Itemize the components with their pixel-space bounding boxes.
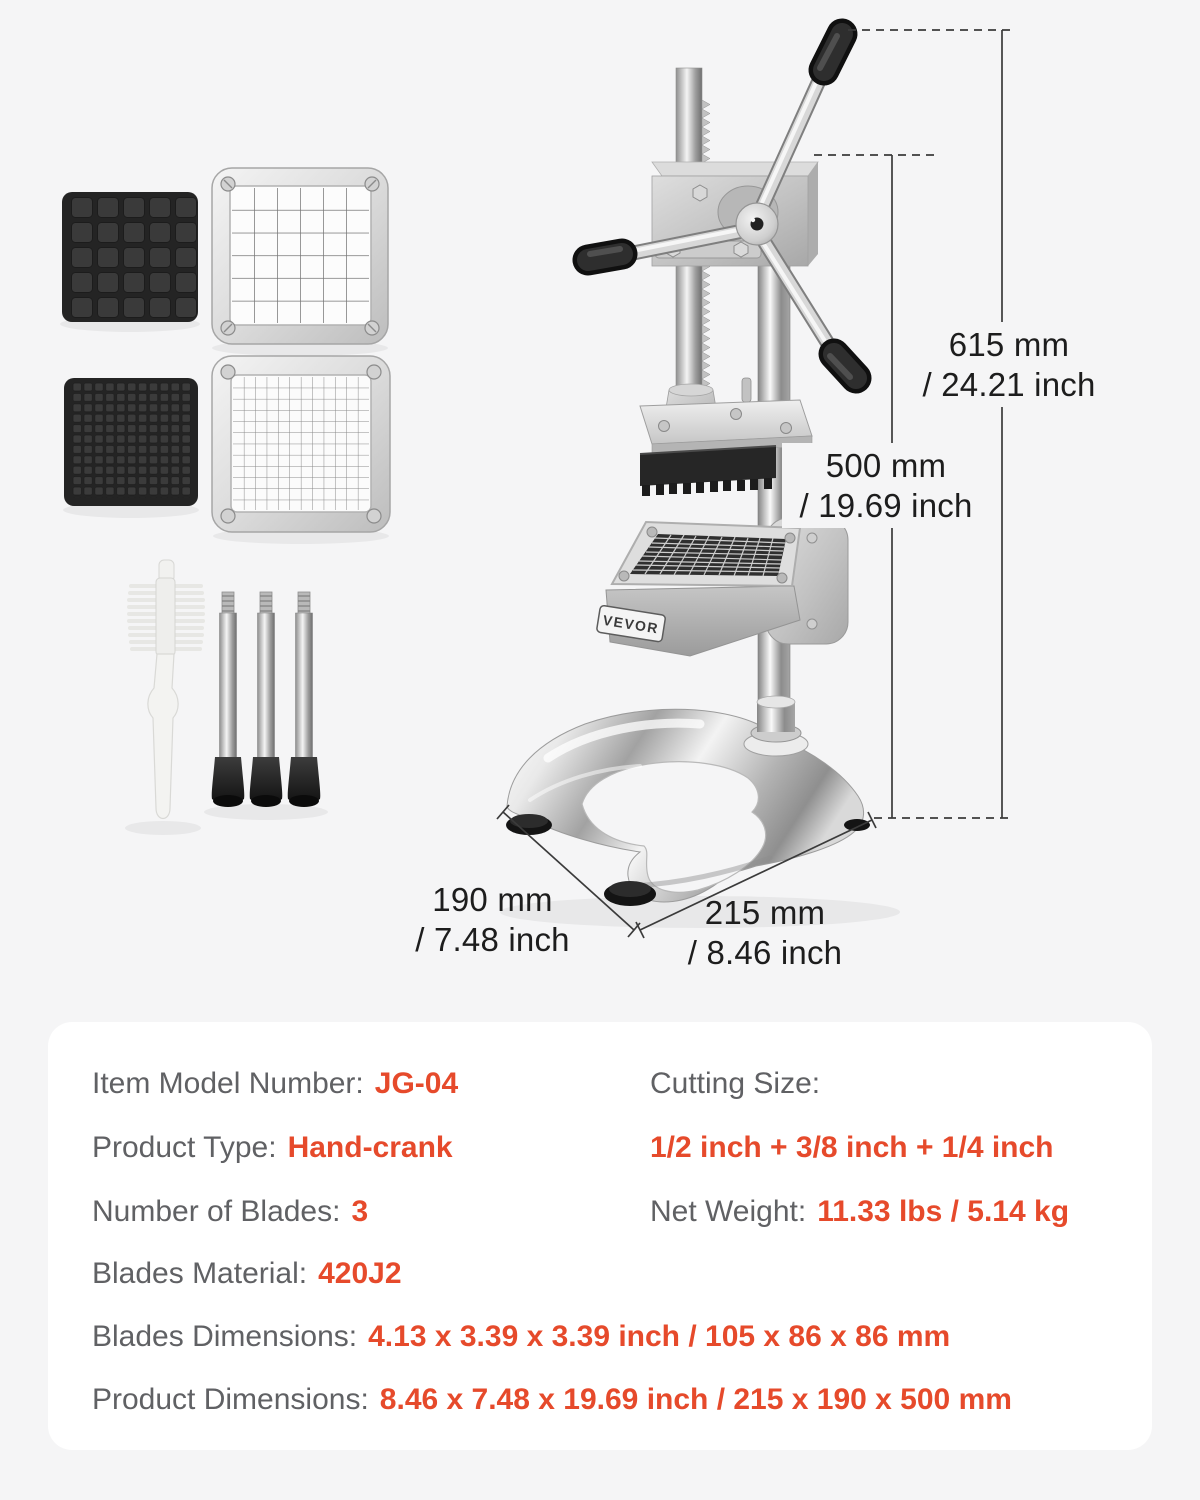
spec-row-blades-dimensions <box>92 1319 950 1355</box>
dimension-metric: 615 mm <box>948 326 1070 363</box>
spec-value: 8.46 x 7.48 x 19.69 inch / 215 x 190 x 500 mm <box>379 1383 1012 1416</box>
spec-label: Blades Material: <box>92 1257 308 1290</box>
spec-label: Net Weight: <box>650 1195 807 1228</box>
pusher-block-coarse <box>62 192 200 322</box>
spec-value: 4.13 x 3.39 x 3.39 inch / 105 x 86 x 86 mm <box>368 1320 951 1353</box>
spec-label: Blades Dimensions: <box>92 1320 358 1353</box>
chrome-base <box>507 696 864 902</box>
spec-value: 11.33 lbs / 5.14 kg <box>817 1195 1070 1228</box>
dimension-imperial: / 24.21 inch <box>922 365 1096 403</box>
press-pin <box>212 592 245 807</box>
dimension-label-working-height <box>782 443 990 528</box>
dimension-label-base-depth <box>395 880 590 959</box>
press-pins <box>212 592 321 807</box>
blade-grid-coarse <box>212 168 388 344</box>
spec-row-net-weight <box>650 1194 1069 1230</box>
spec-value: Hand-crank <box>287 1131 453 1164</box>
spec-row-product-dimensions <box>92 1382 1012 1418</box>
dimension-metric: 215 mm <box>704 894 826 931</box>
spec-row-blades-material <box>92 1256 402 1292</box>
spec-label: Cutting Size: <box>650 1067 821 1100</box>
dimension-imperial: / 19.69 inch <box>799 486 973 524</box>
pusher-head-black <box>640 446 776 496</box>
crank-hub-disc <box>736 203 778 245</box>
spec-value: 1/2 inch + 3/8 inch + 1/4 inch <box>650 1131 1054 1164</box>
spec-value: 420J2 <box>318 1257 402 1290</box>
press-pin <box>288 592 321 807</box>
spec-row-cutting-size <box>650 1066 820 1102</box>
spec-label: Product Type: <box>92 1131 277 1164</box>
spec-row-cutting-size-value <box>650 1130 1054 1166</box>
pusher-block-fine <box>64 378 198 506</box>
spec-row-product-type <box>92 1130 453 1166</box>
dimension-imperial: / 8.46 inch <box>687 933 843 971</box>
spec-label: Number of Blades: <box>92 1195 341 1228</box>
spec-row-model-number <box>92 1066 458 1102</box>
blade-grid-fine <box>212 356 390 532</box>
dimension-metric: 190 mm <box>432 881 553 918</box>
dimension-label-total-height <box>900 322 1118 407</box>
brand-label: VEVOR <box>601 611 661 637</box>
spec-value: 3 <box>351 1195 369 1228</box>
spec-row-number-of-blades <box>92 1194 368 1230</box>
spec-label: Item Model Number: <box>92 1067 364 1100</box>
dimension-label-base-width <box>665 893 865 972</box>
dimension-metric: 500 mm <box>825 447 947 484</box>
cleaning-brush <box>129 560 203 819</box>
spec-card <box>48 1022 1152 1450</box>
dimension-imperial: / 7.48 inch <box>415 920 570 958</box>
spec-value: JG-04 <box>374 1067 459 1100</box>
press-pin <box>250 592 283 807</box>
spec-label: Product Dimensions: <box>92 1383 369 1416</box>
